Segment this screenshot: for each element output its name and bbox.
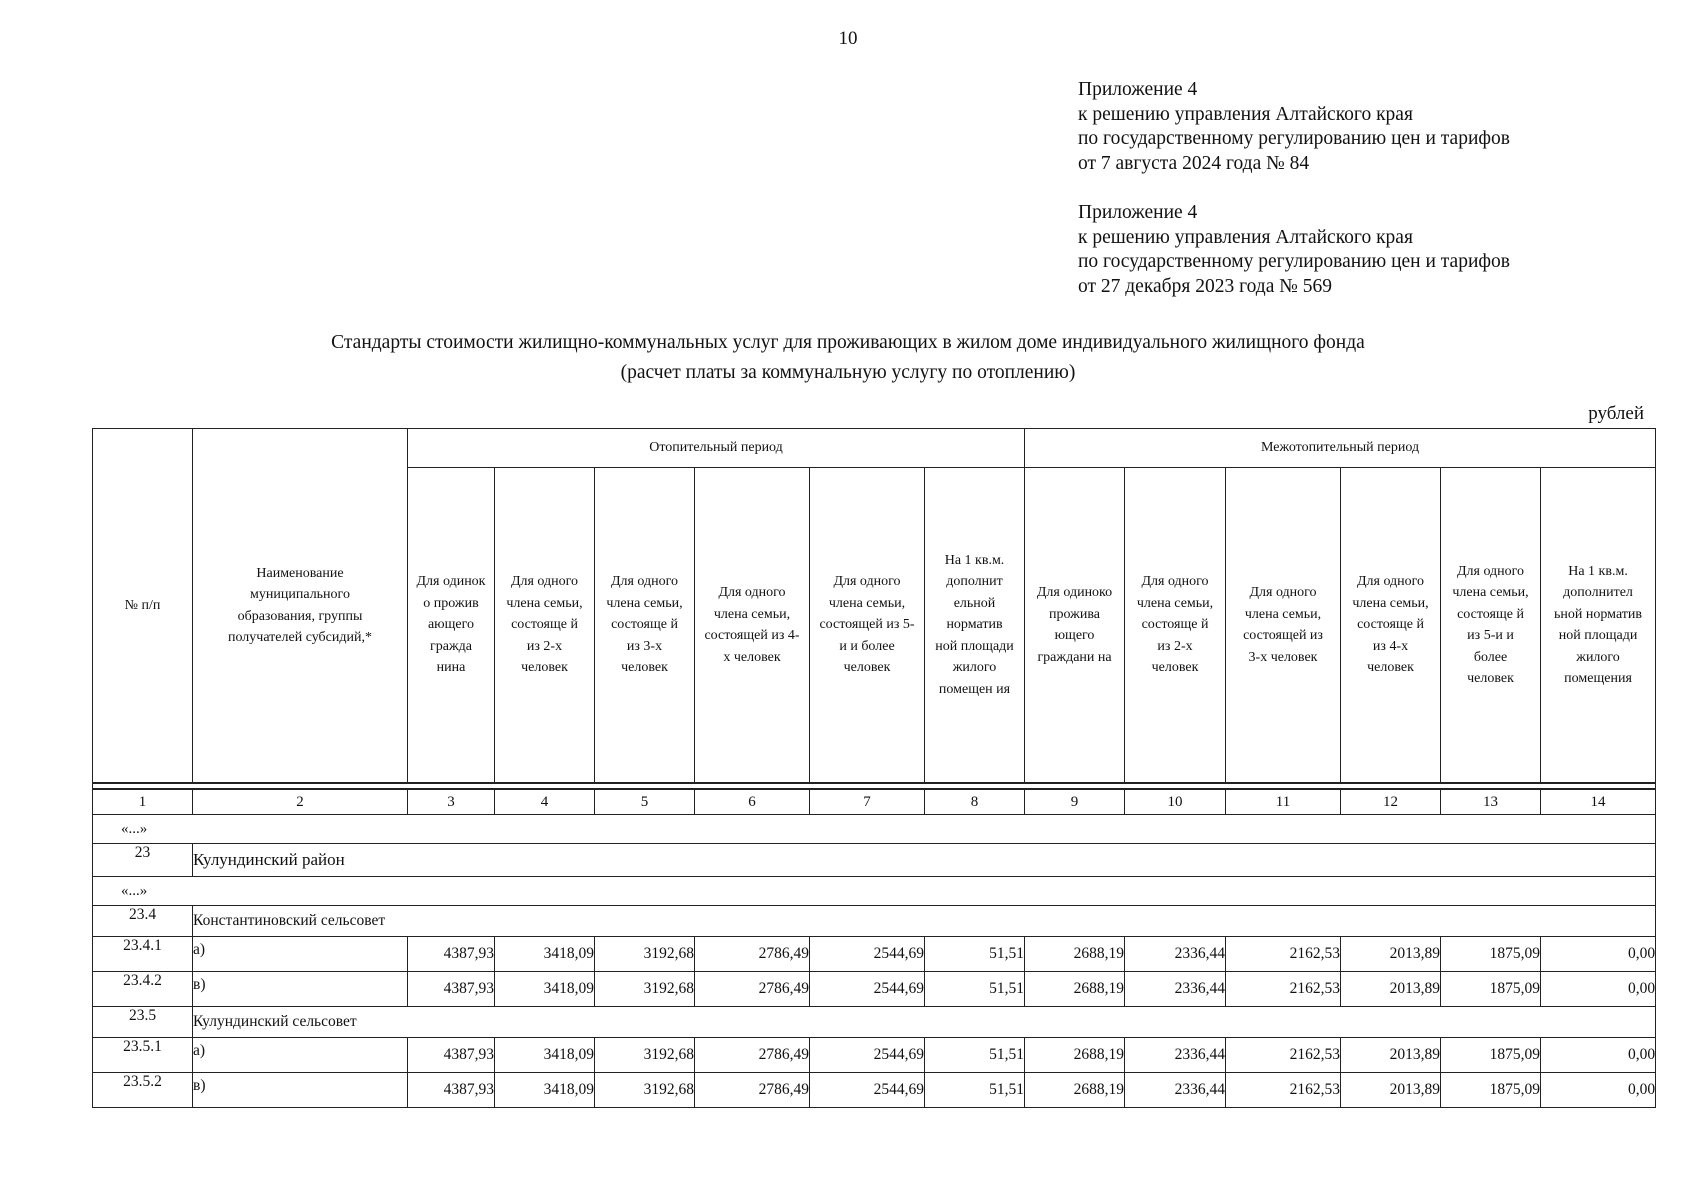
value-cell: 4387,93: [408, 972, 495, 1007]
value-cell: 1875,09: [1441, 1073, 1541, 1108]
region-name: Кулундинский район: [193, 844, 1656, 877]
value-cell: 2688,19: [1025, 1038, 1125, 1073]
column-number: 1: [93, 789, 193, 815]
header-col-name: Наименование муниципального образования, группы получателей субсидий,*: [193, 429, 408, 784]
value-cell: 2544,69: [810, 937, 925, 972]
value-cell: 0,00: [1541, 937, 1656, 972]
value-cell: 2013,89: [1341, 1073, 1441, 1108]
value-cell: 2336,44: [1125, 1073, 1226, 1108]
region-row: [93, 844, 1656, 877]
appendix-block-previous: [1078, 201, 1510, 299]
value-cell: 2013,89: [1341, 937, 1441, 972]
header-heating-col: Для одного члена семьи, состояще й из 2-х человек: [495, 468, 595, 784]
column-numbers-row: [93, 789, 1656, 815]
value-cell: 2013,89: [1341, 1038, 1441, 1073]
value-cell: 3192,68: [595, 937, 695, 972]
value-cell: 3418,09: [495, 1073, 595, 1108]
subdivision-name: Кулундинский сельсовет: [193, 1007, 1656, 1038]
appendix-date: от 27 декабря 2023 года № 569: [1078, 275, 1332, 297]
value-cell: 0,00: [1541, 1038, 1656, 1073]
row-number: 23.4.2: [93, 972, 193, 1007]
table-row: [93, 972, 1656, 1007]
title-line-1: Стандарты стоимости жилищно-коммунальных услуг для проживающих в жилом доме индивидуального жилищного фонда: [331, 332, 1365, 353]
ellipsis-row: [93, 877, 1656, 906]
column-number: 5: [595, 789, 695, 815]
value-cell: 2162,53: [1226, 937, 1341, 972]
value-cell: 2162,53: [1226, 1073, 1341, 1108]
table-row: [93, 1038, 1656, 1073]
value-cell: 4387,93: [408, 1038, 495, 1073]
value-cell: 2336,44: [1125, 972, 1226, 1007]
header-heating-period: Отопительный период: [408, 429, 1025, 468]
appendix-authority: по государственному регулированию цен и тарифов: [1078, 128, 1510, 150]
appendix-decision: к решению управления Алтайского края: [1078, 103, 1413, 125]
header-heating-col: Для одного члена семьи, состоящей из 5-и и более человек: [810, 468, 925, 784]
column-number: 9: [1025, 789, 1125, 815]
value-cell: 2162,53: [1226, 972, 1341, 1007]
value-cell: 4387,93: [408, 1073, 495, 1108]
row-number: 23.4.1: [93, 937, 193, 972]
value-cell: 51,51: [925, 1073, 1025, 1108]
column-number: 10: [1125, 789, 1226, 815]
table-row: [93, 1073, 1656, 1108]
value-cell: 1875,09: [1441, 937, 1541, 972]
units-label: рублей: [1588, 403, 1644, 424]
header-heating-col: На 1 кв.м. дополнит ельной норматив ной площади жилого помещен ия: [925, 468, 1025, 784]
subdivision-row: [93, 1007, 1656, 1038]
value-cell: 2162,53: [1226, 1038, 1341, 1073]
value-cell: 2688,19: [1025, 937, 1125, 972]
value-cell: 0,00: [1541, 1073, 1656, 1108]
column-number: 8: [925, 789, 1025, 815]
appendix-block-current: [1078, 78, 1510, 176]
subdivision-number: 23.4: [93, 906, 193, 937]
value-cell: 2688,19: [1025, 972, 1125, 1007]
value-cell: 1875,09: [1441, 1038, 1541, 1073]
value-cell: 2544,69: [810, 972, 925, 1007]
column-number: 4: [495, 789, 595, 815]
header-heating-col: Для одинок о прожив ающего гражда нина: [408, 468, 495, 784]
header-non-heating-col: Для одного члена семьи, состояще й из 2-х человек: [1125, 468, 1226, 784]
value-cell: 2786,49: [695, 937, 810, 972]
value-cell: 3418,09: [495, 937, 595, 972]
value-cell: 2013,89: [1341, 972, 1441, 1007]
value-cell: 2786,49: [695, 1073, 810, 1108]
value-cell: 2786,49: [695, 972, 810, 1007]
appendix-authority: по государственному регулированию цен и тарифов: [1078, 251, 1510, 273]
header-non-heating-col: На 1 кв.м. дополнител ьной норматив ной площади жилого помещения: [1541, 468, 1656, 784]
row-number: 23.5.1: [93, 1038, 193, 1073]
appendix-label: Приложение 4: [1078, 79, 1198, 100]
value-cell: 51,51: [925, 972, 1025, 1007]
column-number: 7: [810, 789, 925, 815]
value-cell: 2544,69: [810, 1073, 925, 1108]
column-number: 3: [408, 789, 495, 815]
header-col-number: № п/п: [93, 429, 193, 784]
value-cell: 1875,09: [1441, 972, 1541, 1007]
column-number: 11: [1226, 789, 1341, 815]
column-number: 12: [1341, 789, 1441, 815]
value-cell: 3192,68: [595, 972, 695, 1007]
value-cell: 3192,68: [595, 1073, 695, 1108]
value-cell: 3418,09: [495, 972, 595, 1007]
value-cell: 2544,69: [810, 1038, 925, 1073]
appendix-label: Приложение 4: [1078, 202, 1198, 223]
value-cell: 2786,49: [695, 1038, 810, 1073]
column-number: 13: [1441, 789, 1541, 815]
ellipsis-text: «...»: [93, 877, 1656, 906]
value-cell: 2336,44: [1125, 1038, 1226, 1073]
subdivision-number: 23.5: [93, 1007, 193, 1038]
header-non-heating-col: Для одного члена семьи, состоящей из 3-х человек: [1226, 468, 1341, 784]
column-number: 2: [193, 789, 408, 815]
header-non-heating-col: Для одиноко прожива ющего граждани на: [1025, 468, 1125, 784]
appendix-date: от 7 августа 2024 года № 84: [1078, 152, 1310, 174]
value-cell: 2688,19: [1025, 1073, 1125, 1108]
value-cell: 2336,44: [1125, 937, 1226, 972]
row-group: а): [193, 937, 408, 972]
title-line-2: (расчет платы за коммунальную услугу по отоплению): [620, 362, 1076, 383]
subdivision-name: Константиновский сельсовет: [193, 906, 1656, 937]
value-cell: 3192,68: [595, 1038, 695, 1073]
value-cell: 3418,09: [495, 1038, 595, 1073]
header-heating-col: Для одного члена семьи, состояще й из 3-х человек: [595, 468, 695, 784]
region-number: 23: [93, 844, 193, 877]
ellipsis-text: «...»: [93, 815, 1656, 844]
row-number: 23.5.2: [93, 1073, 193, 1108]
column-number: 6: [695, 789, 810, 815]
header-non-heating-col: Для одного члена семьи, состояще й из 5-и и более человек: [1441, 468, 1541, 784]
header-heating-col: Для одного члена семьи, состоящей из 4-х человек: [695, 468, 810, 784]
header-non-heating-col: Для одного члена семьи, состояще й из 4-х человек: [1341, 468, 1441, 784]
page-number: 10: [838, 28, 858, 49]
header-non-heating-period: Межотопительный период: [1025, 429, 1656, 468]
value-cell: 51,51: [925, 1038, 1025, 1073]
row-group: а): [193, 1038, 408, 1073]
row-group: в): [193, 1073, 408, 1108]
table-row: [93, 937, 1656, 972]
tariff-table: [92, 428, 1656, 1108]
row-group: в): [193, 972, 408, 1007]
ellipsis-row: [93, 815, 1656, 844]
column-number: 14: [1541, 789, 1656, 815]
value-cell: 0,00: [1541, 972, 1656, 1007]
appendix-decision: к решению управления Алтайского края: [1078, 226, 1413, 248]
value-cell: 51,51: [925, 937, 1025, 972]
value-cell: 4387,93: [408, 937, 495, 972]
document-title: [0, 328, 1696, 388]
subdivision-row: [93, 906, 1656, 937]
